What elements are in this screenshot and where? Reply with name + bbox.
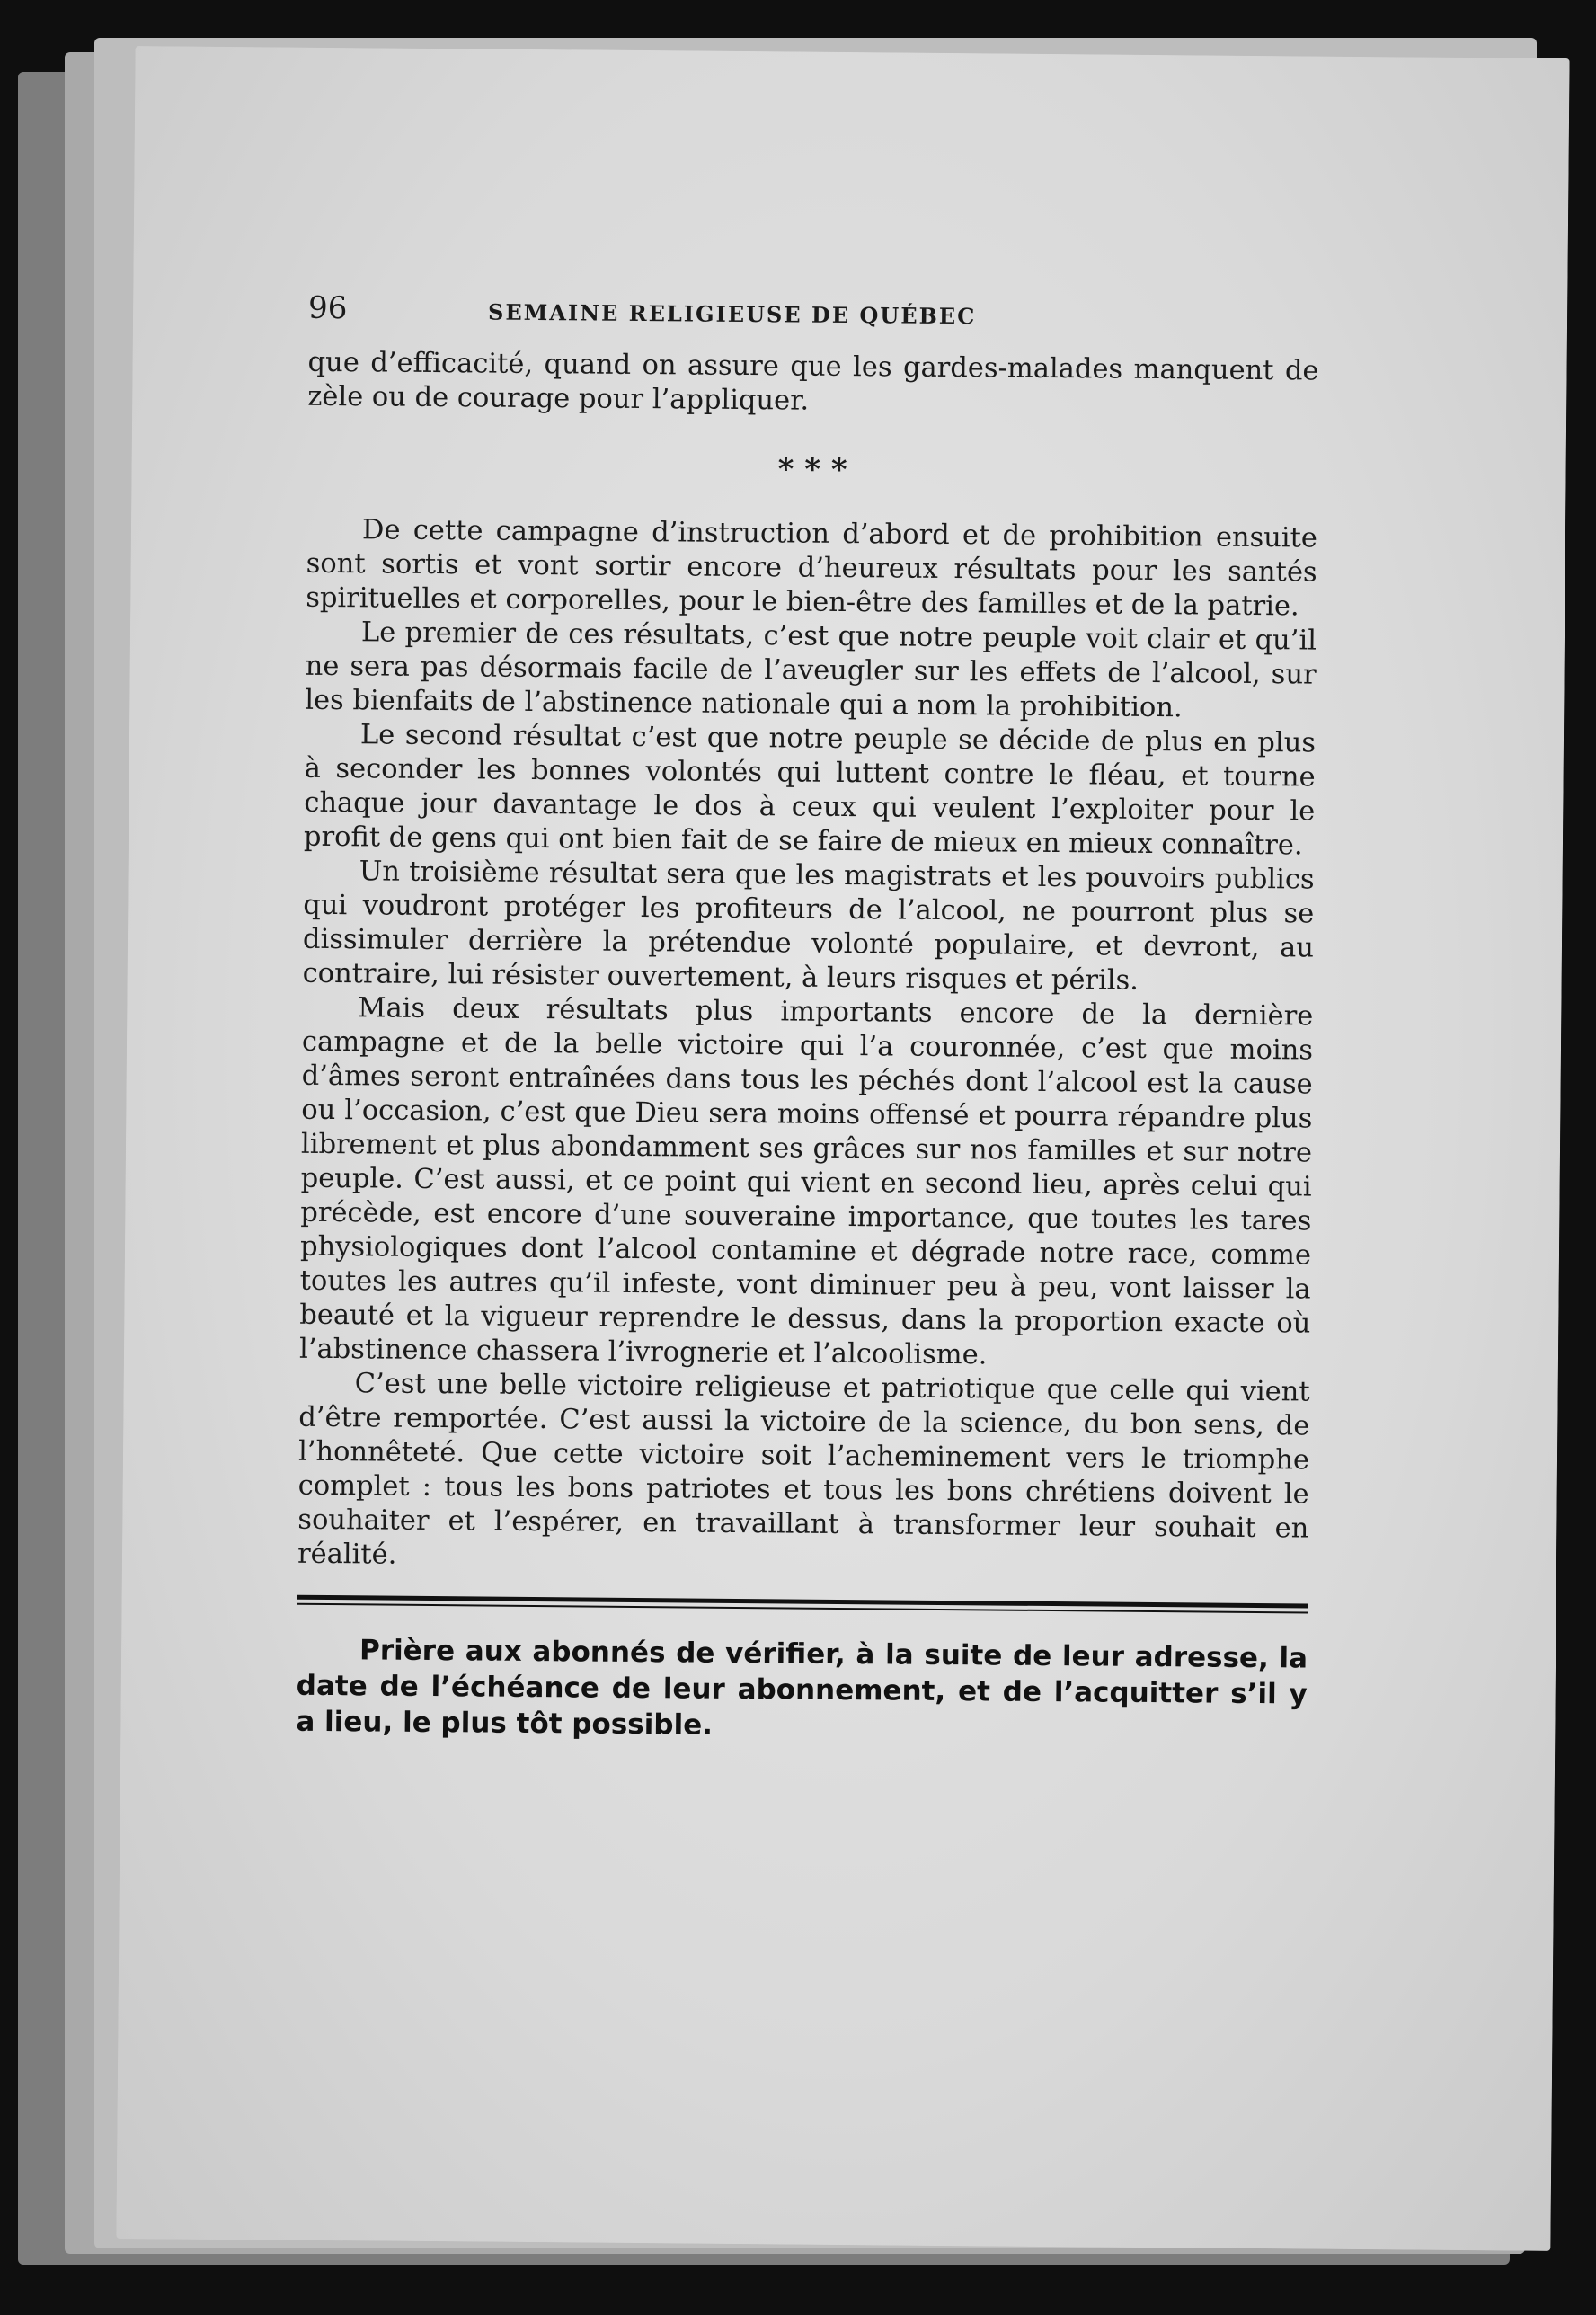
paragraph: C’est une belle victoire religieuse et patriotique que celle qui vient d’être remportée. C’est aussi la victoire de la science, du bon sens, de l’honnêteté. Que cette victoire soit l’acheminement vers le triomphe complet : tous les bons patriotes et tous les bons chrétiens doivent le souhaiter et l’espérer, en travaillant à transformer leur souhait en réalité. [297,1368,1310,1571]
subscriber-notice: Prière aux abonnés de vérifier, à la suite de leur adresse, la date de l’échéance de leur abonnement, et de l’acquitter s’il y a lieu, le plus tôt possible. [296,1634,1308,1742]
section-asterism: * * * [777,451,847,489]
page-content [296,290,1319,1749]
paragraph: De cette campagne d’instruction d’abord et de prohibition ensuite sont sortis et vont sortir encore d’heureux résultats pour les santés spirituelles et corporelles, pour le bien-être des familles et de la patrie. [306,514,1318,623]
document-page [116,46,1569,2251]
paragraph: Un troisième résultat sera que les magistrats et les pouvoirs publics qui voudront protéger les profiteurs de l’alcool, ne pourront plus se dissimuler derrière la prétendue volonté populaire, et devront, au contraire, lui résister ouvertement, à leurs risques et périls. [302,856,1315,997]
paragraph: Le second résultat c’est que notre peuple se décide de plus en plus à seconder les bonnes volontés qui luttent contre le fléau, et tourne chaque jour davantage le dos à ceux qui veulent l’exploiter pour le profit de gens qui ont bien fait de se faire de mieux en mieux connaître. [303,719,1317,862]
running-title: SEMAINE RELIGIEUSE DE QUÉBEC [487,298,977,330]
page-header [308,290,1319,335]
double-rule-divider [297,1595,1308,1614]
page-number: 96 [307,289,348,327]
rule-line [297,1603,1308,1614]
continuation-paragraph: que d’efficacité, quand on assure que les gardes-malades manquent de zèle ou de courage pour l’appliquer. [307,346,1319,417]
paragraph: Le premier de ces résultats, c’est que notre peuple voit clair et qu’il ne sera pas désormais facile de l’aveugler sur les effets de l’alcool, sur les bienfaits de l’abstinence nationale qui a nom la prohibition. [305,616,1317,724]
body-text [297,346,1319,1581]
paragraph: Mais deux résultats plus importants encore de la dernière campagne et de la belle victoire qui l’a couronnée, c’est que moins d’âmes seront entraînées dans tous les péchés dont l’alcool est la cause ou l’occasion, c’est que Dieu sera moins offensé et pourra répandre plus librement et plus abondamment ses grâces sur nos familles et sur notre peuple. C’est aussi, et ce point qui vient en second lieu, après celui qui précède, est encore d’une souveraine importance, que toutes les tares physiologiques dont l’alcool contamine et dégrade notre race, comme toutes les autres qu’il infeste, vont diminuer peu à peu, vont laisser la beauté et la vigueur reprendre le dessus, dans la proportion exacte où l’abstinence chassera l’ivrognerie et l’alcoolisme. [298,992,1314,1371]
